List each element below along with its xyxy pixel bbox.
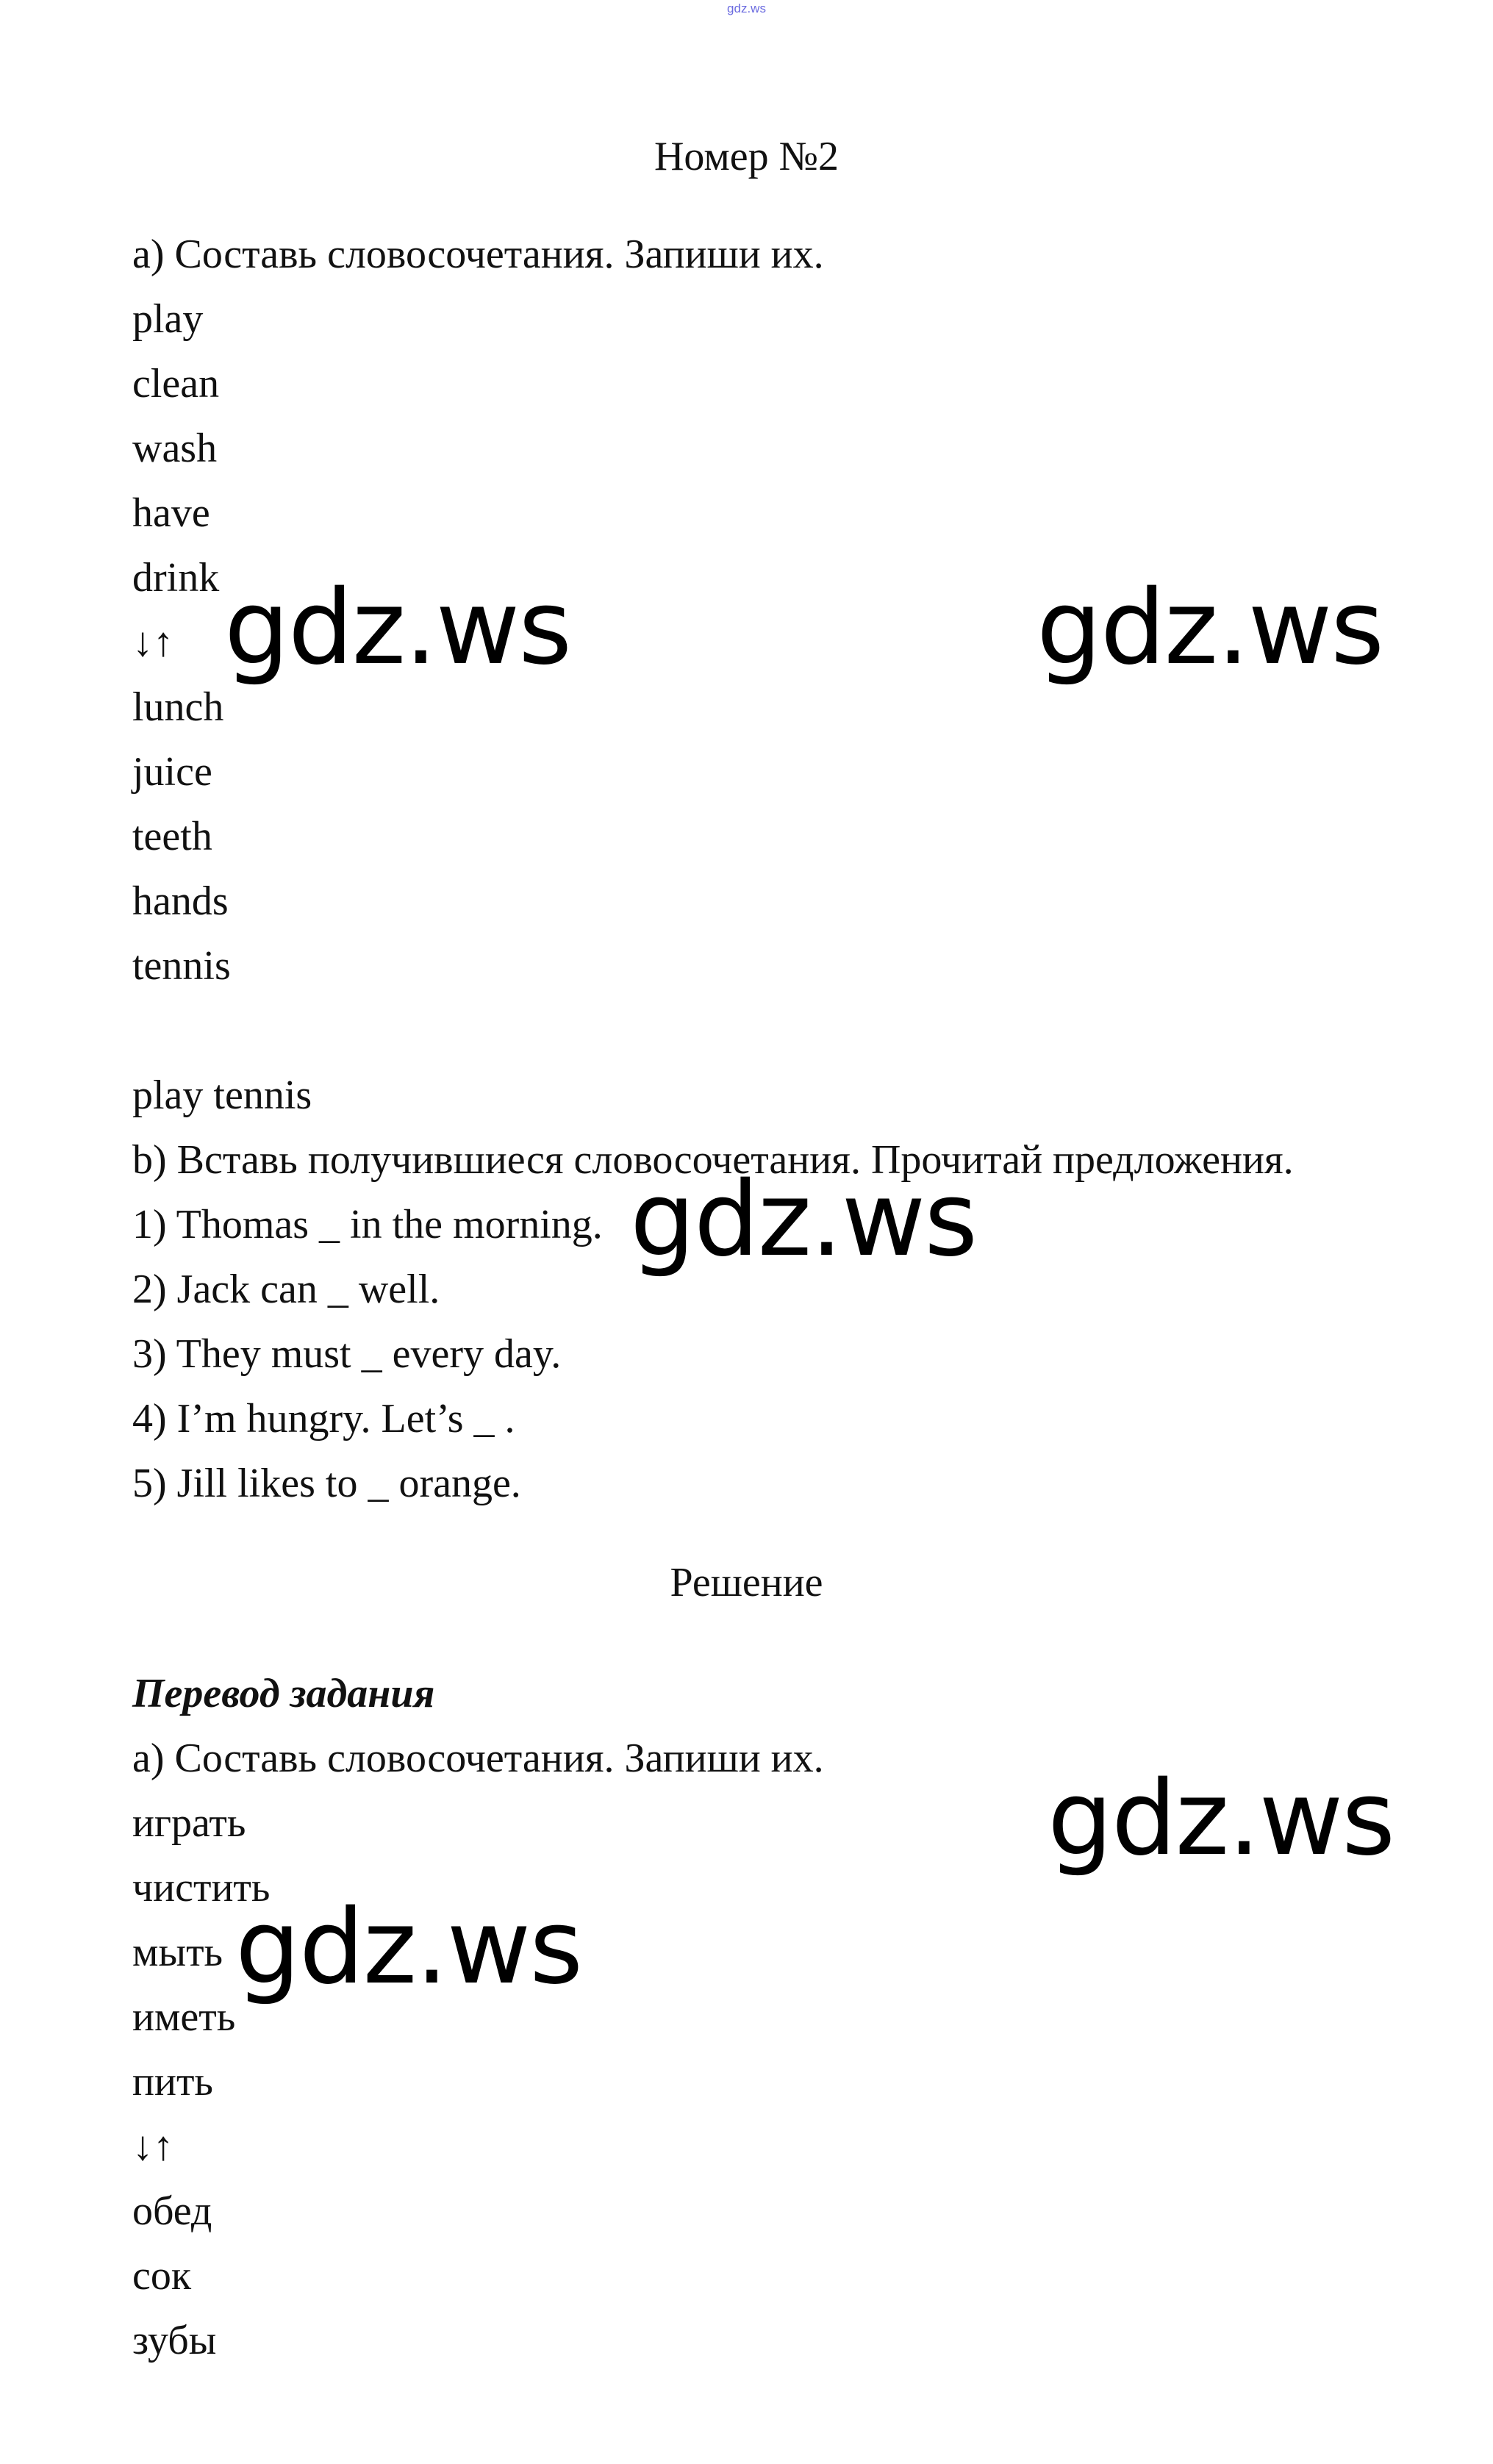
watermark: gdz.ws	[1048, 1759, 1394, 1879]
watermark: gdz.ws	[1036, 568, 1383, 688]
verb-translation-item: пить	[132, 2059, 213, 2105]
solution-part-a: a) Составь словосочетания. Запиши их.	[132, 1736, 824, 1781]
page-title: Номер №2	[654, 134, 839, 179]
verb-item: wash	[132, 426, 218, 471]
task-block	[132, 222, 1397, 1516]
verb-translation-item: чистить	[132, 1865, 271, 1910]
noun-translation-item: зубы	[132, 2318, 217, 2363]
verb-translation-item: иметь	[132, 1994, 236, 2040]
noun-item: teeth	[132, 814, 212, 859]
sentence-item: 1) Thomas _ in the morning.	[132, 1202, 603, 1247]
noun-item: juice	[132, 749, 212, 795]
noun-translation-item: обед	[132, 2188, 212, 2234]
arrows-symbol: ↓↑	[132, 620, 173, 665]
translation-heading: Перевод задания	[132, 1671, 435, 1716]
noun-item: hands	[132, 878, 229, 924]
sentence-item: 2) Jack can _ well.	[132, 1267, 440, 1312]
solution-title: Решение	[670, 1560, 823, 1605]
sentence-item: 4) I’m hungry. Let’s _ .	[132, 1396, 515, 1441]
verb-item: clean	[132, 361, 220, 407]
watermark: gdz.ws	[224, 568, 571, 688]
top-watermark-small: gdz.ws	[727, 1, 766, 15]
watermark: gdz.ws	[630, 1160, 977, 1280]
arrows-symbol: ↓↑	[132, 2124, 173, 2169]
sentence-item: 3) They must _ every day.	[132, 1331, 562, 1377]
task-part-b: b) Вставь получившиеся словосочетания. Прочитай предложения.	[132, 1137, 1294, 1183]
watermark: gdz.ws	[235, 1888, 582, 2008]
verb-item: drink	[132, 555, 220, 601]
example-phrase: play tennis	[132, 1072, 312, 1118]
verb-item: have	[132, 490, 210, 536]
verb-item: play	[132, 296, 204, 342]
verb-translation-item: играть	[132, 1800, 246, 1846]
verb-translation-item: мыть	[132, 1930, 223, 1975]
spacer	[132, 998, 1397, 1063]
noun-translation-item: сок	[132, 2253, 192, 2299]
sentence-item: 5) Jill likes to _ orange.	[132, 1461, 521, 1506]
task-part-a: a) Составь словосочетания. Запиши их.	[132, 232, 824, 277]
noun-item: tennis	[132, 943, 231, 989]
noun-item: lunch	[132, 684, 224, 730]
